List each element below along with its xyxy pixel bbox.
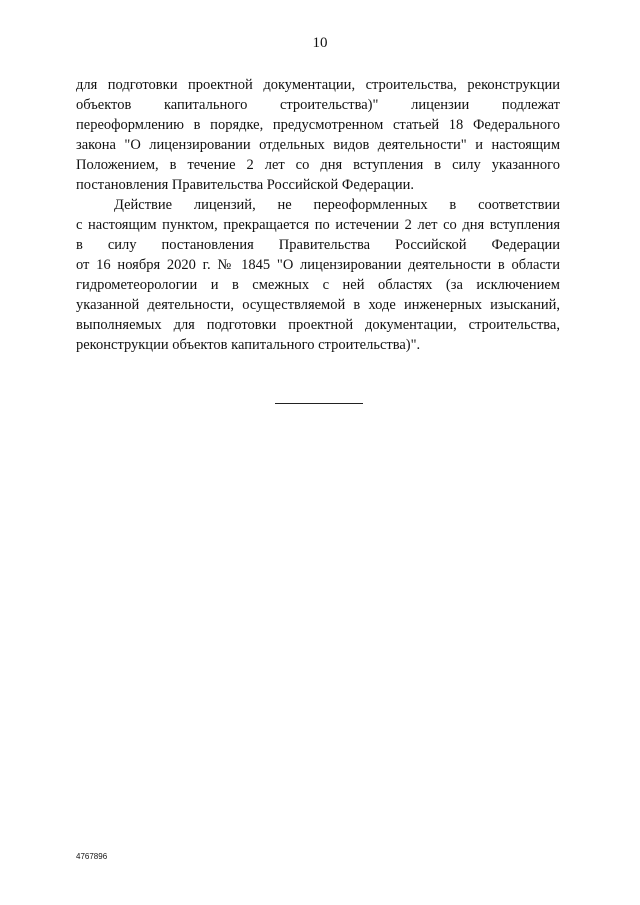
paragraph-2	[76, 195, 560, 355]
text-line: постановления Правительства Российской Федерации.	[76, 177, 414, 193]
text-line: выполняемых для подготовки проектной документации, строительства,	[76, 317, 560, 333]
text-line: закона "О лицензировании отдельных видов деятельности" и настоящим	[76, 137, 560, 153]
text-line: объектов капитального строительства)" лицензии подлежат	[76, 97, 560, 113]
text-line: Положением, в течение 2 лет со дня вступления в силу указанного	[76, 157, 560, 173]
text-line: для подготовки проектной документации, строительства, реконструкции	[76, 77, 560, 93]
text-line: переоформлению в порядке, предусмотренном статьей 18 Федерального	[76, 117, 560, 133]
end-of-document-rule	[275, 403, 363, 404]
text-line: Действие лицензий, не переоформленных в соответствии	[114, 197, 560, 213]
text-line: указанной деятельности, осуществляемой в ходе инженерных изысканий,	[76, 297, 560, 313]
text-line: с настоящим пунктом, прекращается по истечении 2 лет со дня вступления	[76, 217, 560, 233]
text-line: реконструкции объектов капитального строительства)".	[76, 337, 421, 353]
document-body	[76, 75, 560, 355]
text-line: в силу постановления Правительства Российской Федерации	[76, 237, 560, 253]
paragraph-1	[76, 75, 560, 195]
text-line: от 16 ноября 2020 г. № 1845 "О лицензировании деятельности в области	[76, 257, 560, 273]
document-id: 4767896	[76, 852, 108, 861]
text-line: гидрометеорологии и в смежных с ней областях (за исключением	[76, 277, 560, 293]
page-number: 10	[312, 35, 328, 51]
